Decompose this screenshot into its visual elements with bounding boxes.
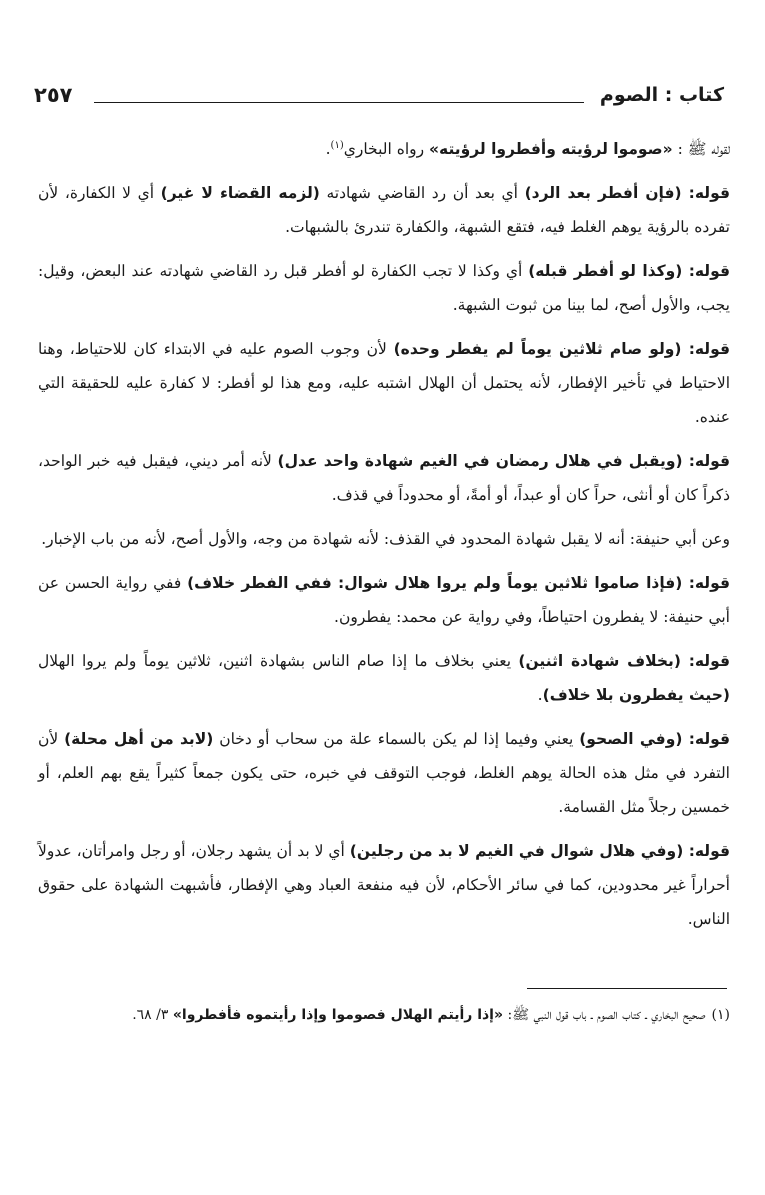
paragraph-text: لأن التفرد في مثل هذه الحالة يوهم الغلط، فوجب التوقف في خبره، حتى يكون جمعاً كثيراً يقع بهم العلم، أو خمسين رجلاً مثل القسامة. <box>38 730 730 816</box>
footnote-text: صحيح البخاري ـ كتاب الصوم ـ باب قول النبي ﷺ: <box>503 1007 706 1023</box>
paragraph-text: يعني بخلاف ما إذا صام الناس بشهادة اثنين، ثلاثين يوماً ولم يروا الهلال <box>38 652 519 670</box>
page-header <box>34 82 724 112</box>
paragraph-4 <box>38 332 730 434</box>
matn-quote: (وفي الصحو) <box>579 730 683 748</box>
paragraph-10 <box>38 834 730 936</box>
matn-quote: (لزمه القضاء لا غير) <box>160 184 320 202</box>
paragraph-end: . <box>325 140 331 158</box>
paragraph-label: قوله: <box>682 452 731 470</box>
paragraph-text: . <box>537 686 543 704</box>
matn-quote: (حيث يفطرون بلا خلاف) <box>542 686 730 704</box>
paragraph-1 <box>38 132 730 166</box>
paragraph-label: قوله: <box>681 184 730 202</box>
paragraph-label: قوله: <box>682 262 730 280</box>
matn-quote: (ويقبل في هلال رمضان في الغيم شهادة واحد عدل) <box>277 452 683 470</box>
matn-quote: (وكذا لو أفطر قبله) <box>528 262 683 280</box>
paragraph-9 <box>38 722 730 824</box>
paragraph-intro: لقوله ﷺ : <box>672 140 730 158</box>
paragraph-7 <box>38 566 730 634</box>
footnote-quote: «إذا رأيتم الهلال فصوموا وإذا رأيتموه فأفطروا» <box>172 1007 504 1023</box>
matn-quote: (فإذا صاموا ثلاثين يوماً ولم يروا هلال شوال: ففي الفطر خلاف) <box>187 574 683 592</box>
paragraph-label: قوله: <box>682 730 731 748</box>
paragraph-8 <box>38 644 730 712</box>
paragraph-text: أي بعد أن رد القاضي شهادته <box>319 184 525 202</box>
paragraph-text: يعني وفيما إذا لم يكن بالسماء علة من سحاب أو دخان <box>213 730 580 748</box>
page-number: ٢٥٧ <box>34 83 73 107</box>
header-rule <box>94 102 584 103</box>
paragraph-text: أي لا بد أن يشهد رجلان، أو رجل وامرأتان، عدولاً أحراراً غير محدودين، كما في سائر الأحكام، لأن فيه منفعة العباد وهي الإفطار، فأشبهت الشهادة على حقوق الناس. <box>38 842 730 928</box>
matn-quote: (وفي هلال شوال في الغيم لا بد من رجلين) <box>349 842 684 860</box>
paragraph-text: ففي رواية الحسن عن أبي حنيفة: لا يفطرون احتياطاً، وفي رواية عن محمد: يفطرون. <box>38 574 730 626</box>
matn-quote: (لابد من أهل محلة) <box>64 730 214 748</box>
footnote <box>38 1000 730 1031</box>
paragraph-text: أي وكذا لا تجب الكفارة لو أفطر قبل رد القاضي شهادته عند البعض، وقيل: يجب، والأول أصح، لما بينا من ثبوت الشبهة. <box>38 262 730 314</box>
paragraph-label: قوله: <box>681 340 730 358</box>
paragraph-5 <box>38 444 730 512</box>
matn-quote: (بخلاف شهادة اثنين) <box>518 652 681 670</box>
footnote-reference: ٣/ ٦٨. <box>132 1007 173 1023</box>
footnote-rule <box>527 988 727 989</box>
matn-quote: (ولو صام ثلاثين يوماً لم يفطر وحده) <box>393 340 682 358</box>
hadith-quote: «صوموا لرؤيته وأفطروا لرؤيته» <box>429 140 673 158</box>
matn-quote: (فإن أفطر بعد الرد) <box>524 184 682 202</box>
footnote-ref: (١) <box>330 139 344 151</box>
paragraph-label: قوله: <box>680 652 730 670</box>
paragraph-label: قوله: <box>683 842 730 860</box>
paragraph-text: أي لا الكفارة، لأن تفرده بالرؤية يوهم الغلط فيه، فتقع الشبهة، والكفارة تندرئ بالشبهات. <box>38 184 730 236</box>
paragraph-3 <box>38 254 730 322</box>
chapter-title: كتاب : الصوم <box>599 84 724 106</box>
paragraph-label: قوله: <box>682 574 730 592</box>
paragraph-text: رواه البخاري <box>343 140 430 158</box>
paragraph-text: وعن أبي حنيفة: أنه لا يقبل شهادة المحدود في القذف: لأنه شهادة من وجه، والأول أصح، لأنه من باب الإخبار. <box>41 530 730 548</box>
main-text <box>38 132 730 946</box>
footnote-number: (١) <box>711 1007 730 1023</box>
paragraph-text: لأن وجوب الصوم عليه في الابتداء كان للاحتياط، وهنا الاحتياط في تأخير الإفطار، لأنه يحتمل أن الهلال اشتبه عليه، ومع هذا لو أفطر: لا كفارة عليه للحقيقة التي عنده. <box>38 340 730 426</box>
paragraph-6 <box>38 522 730 556</box>
paragraph-text: لأنه أمر ديني، فيقبل فيه خبر الواحد، ذكراً كان أو أنثى، حراً كان أو عبداً، أو أمةً، أو محدوداً في قذف. <box>38 452 730 504</box>
paragraph-2 <box>38 176 730 244</box>
